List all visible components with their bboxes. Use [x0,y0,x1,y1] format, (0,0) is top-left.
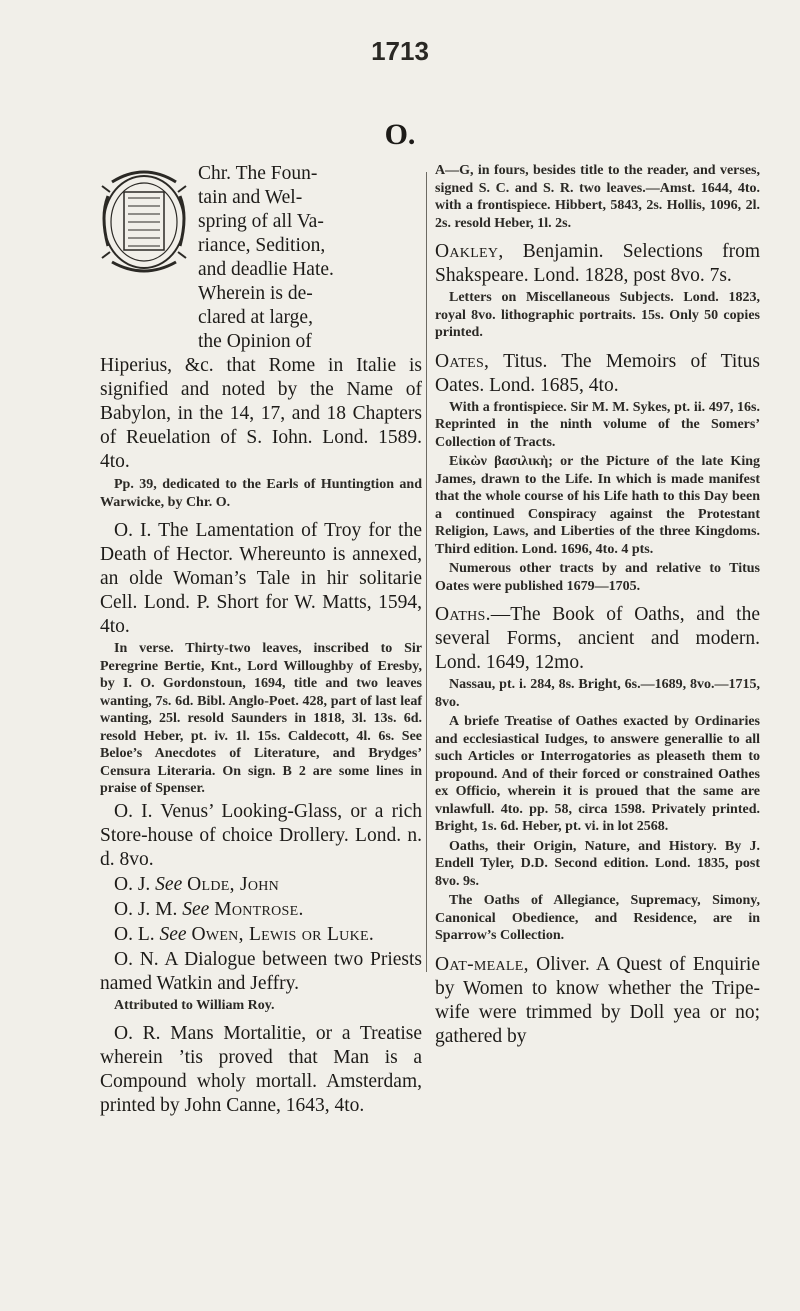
lead-entry-lines [198,162,334,354]
entry-text: Hiperius, &c. that Rome in Italie is signified and noted by the Name of Babylon, in the 14, 17, and 18 Chapters of Reuelation of S. Iohn. Lond. 1589. 4to. [100,355,422,472]
column-divider [426,172,427,972]
entry-note: Oaths, their Origin, Nature, and History. By J. Endell Tyler, D.D. Second edition. Lond. 1835, post 8vo. 9s. [435,838,760,889]
entry-heading: Oaths. [435,604,491,625]
entry-prefix: O. L. [114,923,155,945]
entry-note: A—G, in fours, besides title to the reader, and verses, signed S. C. and S. R. two leaves.—Amst. 1644, 4to. with a frontispiece. Hibbert, 5843, 2s. Hollis, 1096, 2l. 2s. resold Heber, 1l. 2s. [435,163,760,231]
entry-title: Titus. The Memoirs of Titus Oates. Lond. 1685, 4to. [435,350,760,396]
entry-prefix: O. J. M. [114,898,178,920]
entry-text [435,953,760,1049]
lead-entry [100,162,422,354]
see-label: See [159,923,187,945]
entry-note: A briefe Treatise of Oathes exacted by Ordinaries and ecclesiastical Iudges, to answere generallie to all such Articles or Interrogatories as pleaseth them to propound. And of their forced or constrained Oathes ex Officio, wherein it is proued that the same are vnlawfull. 4to. pp. 58, circa 1598. Privately printed. Bright, 1s. 6d. Heber, pt. vi. in lot 2568. [435,714,760,834]
lead-line: and deadlie Hate. [198,259,334,280]
reference-name: Olde, John [187,873,280,895]
entry-note: Attributed to William Roy. [114,997,275,1013]
entry-prefix: O. J. [114,873,151,895]
lead-line: the Opinion of [198,331,312,352]
entry-note: In verse. Thirty-two leaves, inscribed to Sir Peregrine Bertie, Knt., Lord Willoughby of Eresby, by I. O. Gordonstoun, 1694, title and two leaves wanting, 7s. 6d. Bibl. Anglo-Poet. 428, part of last leaf wanting, 25l. resold Saunders in 1818, 3l. 13s. 6d. resold Heber, pt. iv. 1l. 15s. Caldecott, 4l. 6s. See Beloe’s Anecdotes of Literature, and Brydges’ Censura Literaria. On sign. B 2 are some lines in praise of Spenser. [100,641,422,796]
lead-line: spring of all Va- [198,211,324,232]
lead-line: riance, Sedition, [198,235,326,256]
lead-line: tain and Wel- [198,187,303,208]
entry-note: The Oaths of Allegiance, Supremacy, Simony, Canonical Obedience, and Residence, are in Sparrow’s Collection. [435,893,760,943]
entry-heading: Oat-meale, [435,953,529,975]
cross-reference [100,873,422,897]
entry-title: —The Book of Oaths, and the several Forms, ancient and modern. Lond. 1649, 12mo. [435,604,760,673]
lead-line: Wherein is de- [198,283,313,304]
see-label: See [155,873,183,895]
cross-reference [100,923,422,947]
left-column [100,162,422,1119]
reference-name: Montrose. [214,898,304,920]
entry-note: With a frontispiece. Sir M. M. Sykes, pt. ii. 497, 16s. Reprinted in the ninth volume of the Somers’ Collection of Tracts. [435,399,760,450]
entry-note: Εἰκὼν βασιλικὴ; or the Picture of the late King James, drawn to the Life. In which is made manifest that the whole course of his Life hath to this Day been a continued Conspiracy against the Protestant Religion, Laws, and Liberties of the three Kingdoms. Third edition. Lond. 1696, 4to. 4 pts. [435,454,760,557]
entry-note: Pp. 39, dedicated to the Earls of Huntingtion and Warwicke, by Chr. O. [100,477,422,510]
entry-text: O. N. A Dialogue between two Priests named Watkin and Jeffry. [100,948,422,994]
entry-heading: Oates, [435,350,490,372]
entry-text: O. I. Venus’ Looking-Glass, or a rich Store-house of choice Drollery. Lond. n. d. 8vo. [100,800,422,870]
page-number: 1713 [371,36,429,66]
cross-reference [100,898,422,922]
decorative-initial-woodcut-icon [98,166,190,274]
entry-text [435,603,760,675]
entry-note: Numerous other tracts by and relative to Titus Oates were published 1679—1705. [435,561,760,594]
lead-line: Chr. The Foun- [198,163,318,184]
entry-text [435,240,760,288]
lead-line: clared at large, [198,307,313,328]
see-label: See [182,898,210,920]
entry-text: O. R. Mans Mortalitie, or a Treatise wherein ’tis proved that Man is a Compound wholy mortall. Amsterdam, printed by John Canne, 1643, 4to. [100,1023,422,1116]
right-column [435,162,760,1050]
entry-title: Benjamin. Selections from Shakspeare. Lond. 1828, post 8vo. 7s. [435,241,760,286]
entry-text: O. I. The Lamentation of Troy for the Death of Hector. Whereunto is annexed, an olde Woman’s Tale in hir solitarie Cell. Lond. P. Short for W. Matts, 1594, 4to. [100,520,422,637]
entry-note: Nassau, pt. i. 284, 8s. Bright, 6s.—1689, 8vo.—1715, 8vo. [435,677,760,710]
section-letter: O. [384,118,416,151]
entry-text [435,350,760,398]
entry-heading: Oakley, [435,241,504,262]
reference-name: Owen, Lewis or Luke. [191,923,375,945]
entry-title: Oliver. A Quest of Enquirie by Women to know whether the Tripe-wife were trimmed by Doll yea or no; gathered by [435,953,760,1047]
entry-note: Letters on Miscellaneous Subjects. Lond. 1823, royal 8vo. lithographic portraits. 15s. Only 50 copies printed. [435,290,760,340]
